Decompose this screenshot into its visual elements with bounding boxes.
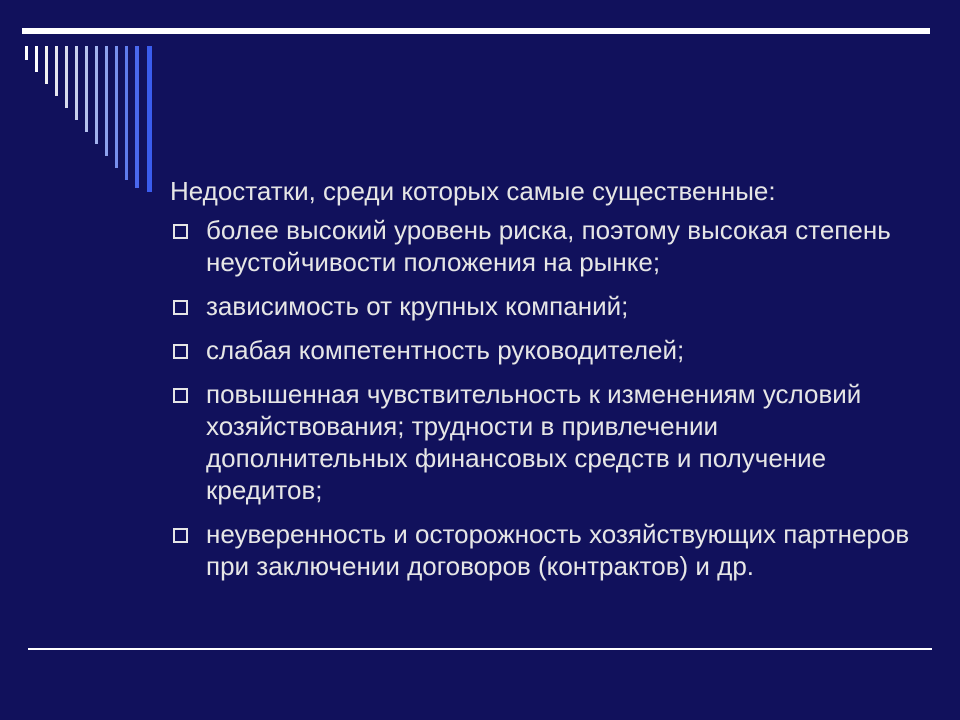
hollow-square-bullet-icon (173, 388, 188, 403)
decorative-bar (35, 46, 38, 72)
decorative-bar (55, 46, 58, 96)
list-item (170, 214, 920, 278)
decorative-bar (105, 46, 108, 156)
decorative-bar (115, 46, 118, 168)
list-item (170, 334, 920, 366)
list-item (170, 378, 920, 506)
list-item-text: зависимость от крупных компаний; (206, 291, 629, 321)
list-item (170, 290, 920, 322)
list-item-text: неуверенность и осторожность хозяйствующих партнеров при заключении договоров (контрактов) и др. (206, 519, 910, 581)
decorative-bar (125, 46, 128, 180)
hollow-square-bullet-icon (173, 528, 188, 543)
bullet-list (170, 214, 920, 582)
list-item-text: более высокий уровень риска, поэтому высокая степень неустойчивости положения на рынке; (206, 215, 891, 277)
slide-content (170, 174, 920, 594)
decorative-bar (135, 46, 139, 188)
bottom-rule (28, 648, 932, 650)
decorative-bar (147, 46, 152, 192)
list-item-text: слабая компетентность руководителей; (206, 335, 685, 365)
decorative-bar (45, 46, 48, 84)
decorative-bar (95, 46, 98, 144)
decorative-bar (85, 46, 88, 132)
hollow-square-bullet-icon (173, 300, 188, 315)
slide-heading: Недостатки, среди которых самые существенные: (170, 176, 776, 206)
list-item (170, 518, 920, 582)
decorative-bars (0, 0, 170, 200)
decorative-bar (25, 46, 28, 60)
hollow-square-bullet-icon (173, 344, 188, 359)
decorative-bar (75, 46, 78, 120)
decorative-bar (65, 46, 68, 108)
hollow-square-bullet-icon (173, 224, 188, 239)
list-item-text: повышенная чувствительность к изменениям условий хозяйствования; трудности в привлечении дополнительных финансовых средств и получение кредитов; (206, 379, 862, 505)
